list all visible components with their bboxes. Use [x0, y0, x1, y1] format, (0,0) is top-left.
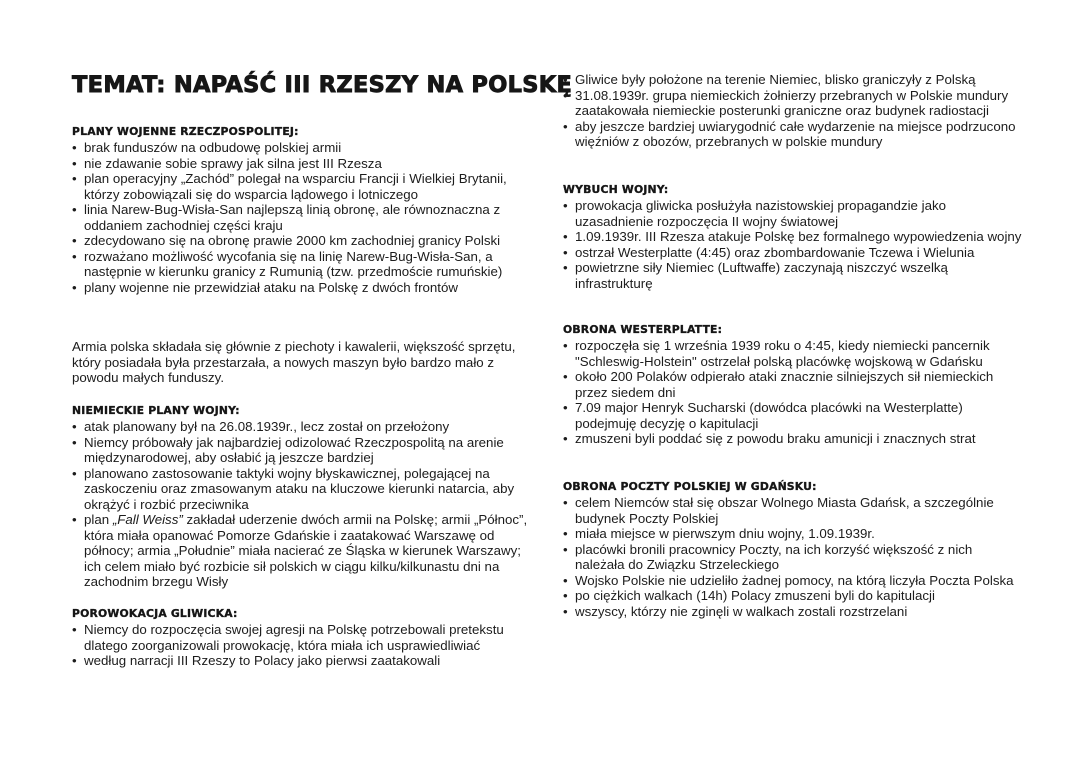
list-item: • rozważano możliwość wycofania się na linię Narew-Bug-Wisła-San, a następnie w kierunku granicy z Rumunią (tzw. przedmoście rumuńskie)	[72, 249, 537, 280]
list-item: • placówki bronili pracownicy Poczty, na ich korzyść większość z nich należała do Związku Strzeleckiego	[563, 542, 1023, 573]
list-item: • Niemcy próbowały jak najbardziej odizolować Rzeczpospolitą na arenie międzynarodowej, aby osłabić ją jeszcze bardziej	[72, 435, 537, 466]
list-item: • Wojsko Polskie nie udzieliło żadnej pomocy, na którą liczyła Poczta Polska	[563, 573, 1023, 589]
list-item: • zdecydowano się na obronę prawie 2000 km zachodniej granicy Polski	[72, 233, 537, 249]
bullet-list	[72, 622, 537, 669]
army-paragraph: Armia polska składała się głównie z piechoty i kawalerii, większość sprzętu, który posiadała była przestarzała, a nowych maszyn było bardzo mało z powodu małych funduszy.	[72, 339, 516, 385]
section-heading: OBRONA POCZTY POLSKIEJ W GDAŃSKU:	[563, 480, 817, 493]
section-polish-post-defense	[563, 479, 1023, 619]
list-item: • 7.09 major Henryk Sucharski (dowódca placówki na Westerplatte) podejmuję decyzję o kapitulacji	[563, 400, 1023, 431]
list-item: • zmuszeni byli poddać się z powodu braku amunicji i znacznych strat	[563, 431, 1023, 447]
section-heading: NIEMIECKIE PLANY WOJNY:	[72, 404, 240, 417]
fall-weiss-name: „Fall Weiss”	[112, 512, 183, 527]
list-item: • według narracji III Rzeszy to Polacy jako pierwsi zaatakowali	[72, 653, 537, 669]
list-item: • plan operacyjny „Zachód” polegał na wsparciu Francji i Wielkiej Brytanii, którzy zobowiązali się do wsparcia lądowego i lotniczego	[72, 171, 537, 202]
fall-weiss-pre: plan	[84, 512, 113, 527]
section-heading: POROWOKACJA GLIWICKA:	[72, 607, 238, 620]
list-item: • aby jeszcze bardziej uwiarygodnić całe wydarzenie na miejsce podrzucono więźniów z obozów, przebranych w polskie mundury	[563, 119, 1023, 150]
list-item: • 1.09.1939r. III Rzesza atakuje Polskę bez formalnego wypowiedzenia wojny	[563, 229, 1023, 245]
list-item-fall-weiss	[72, 512, 537, 590]
list-item: • Gliwice były położone na terenie Niemiec, blisko graniczyły z Polską	[563, 72, 1023, 88]
list-item: • plany wojenne nie przewidział ataku na Polskę z dwóch frontów	[72, 280, 537, 296]
bullet-list	[563, 72, 1023, 150]
section-outbreak-of-war	[563, 182, 1023, 291]
bullet-list	[563, 338, 1023, 447]
bullet-list	[72, 140, 537, 295]
page-title: TEMAT: NAPAŚĆ III RZESZY NA POLSKĘ	[72, 72, 573, 98]
list-item: • atak planowany był na 26.08.1939r., lecz został on przełożony	[72, 419, 537, 435]
list-item: • rozpoczęła się 1 września 1939 roku o 4:45, kiedy niemiecki pancernik "Schleswig-Holstein" ostrzelał polską placówkę wojskową w Gdańsku	[563, 338, 1023, 369]
list-item: • miała miejsce w pierwszym dniu wojny, 1.09.1939r.	[563, 526, 1023, 542]
section-gliwice-continued	[563, 72, 1023, 150]
list-item: • około 200 Polaków odpierało ataki znacznie silniejszych sił niemieckich przez siedem dni	[563, 369, 1023, 400]
section-heading: WYBUCH WOJNY:	[563, 183, 669, 196]
list-item: • Niemcy do rozpoczęcia swojej agresji na Polskę potrzebowali pretekstu dlatego zoorganizowali prowokację, która miała ich usprawiedliwiać	[72, 622, 537, 653]
section-heading: OBRONA WESTERPLATTE:	[563, 323, 723, 336]
list-item: • celem Niemców stał się obszar Wolnego Miasta Gdańsk, a szczególnie budynek Poczty Polskiej	[563, 495, 1023, 526]
list-item: • prowokacja gliwicka posłużyła nazistowskiej propagandzie jako uzasadnienie rozpoczęcia II wojny światowej	[563, 198, 1023, 229]
list-item: • planowano zastosowanie taktyki wojny błyskawicznej, polegającej na zaskoczeniu oraz zmasowanym ataku na kluczowe kierunki natarcia, aby okrążyć i rozbić przeciwnika	[72, 466, 537, 513]
list-item: • linia Narew-Bug-Wisła-San najlepszą linią obronę, ale równoznaczna z oddaniem zachodniej części kraju	[72, 202, 537, 233]
list-item: • 31.08.1939r. grupa niemieckich żołnierzy przebranych w Polskie mundury zaatakowała niemieckie posterunki graniczne oraz budynek radiostacji	[563, 88, 1023, 119]
list-item: • ostrzał Westerplatte (4:45) oraz zbombardowanie Tczewa i Wielunia	[563, 245, 1023, 261]
section-gliwice-provocation	[72, 606, 537, 669]
section-westerplatte-defense	[563, 322, 1023, 447]
section-polish-war-plans	[72, 124, 537, 295]
list-item: • wszyscy, którzy nie zginęli w walkach zostali rozstrzelani	[563, 604, 1023, 620]
list-item: • po ciężkich walkach (14h) Polacy zmuszeni byli do kapitulacji	[563, 588, 1023, 604]
bullet-list	[72, 419, 537, 590]
list-item: • nie zdawanie sobie sprawy jak silna jest III Rzesza	[72, 156, 537, 172]
fall-weiss-post: zakładał uderzenie dwóch armii na Polskę; armii „Północ”, która miała opanować Pomorze Gdańskie i zaatakować Warszawę od północy; armia „Południe” miała nacierać ze Śląska w kierunek Warszawy; ich celem miało być rozbicie sił polskich w ciągu kilku/kilkunastu dni na zachodnim brzegu Wisły	[84, 512, 528, 589]
list-item: • brak funduszów na odbudowę polskiej armii	[72, 140, 537, 156]
section-heading: PLANY WOJENNE RZECZPOSPOLITEJ:	[72, 125, 299, 138]
list-item: • powietrzne siły Niemiec (Luftwaffe) zaczynają niszczyć wszelką infrastrukturę	[563, 260, 1023, 291]
bullet-list	[563, 198, 1023, 291]
section-german-war-plans	[72, 403, 537, 590]
bullet-list	[563, 495, 1023, 619]
